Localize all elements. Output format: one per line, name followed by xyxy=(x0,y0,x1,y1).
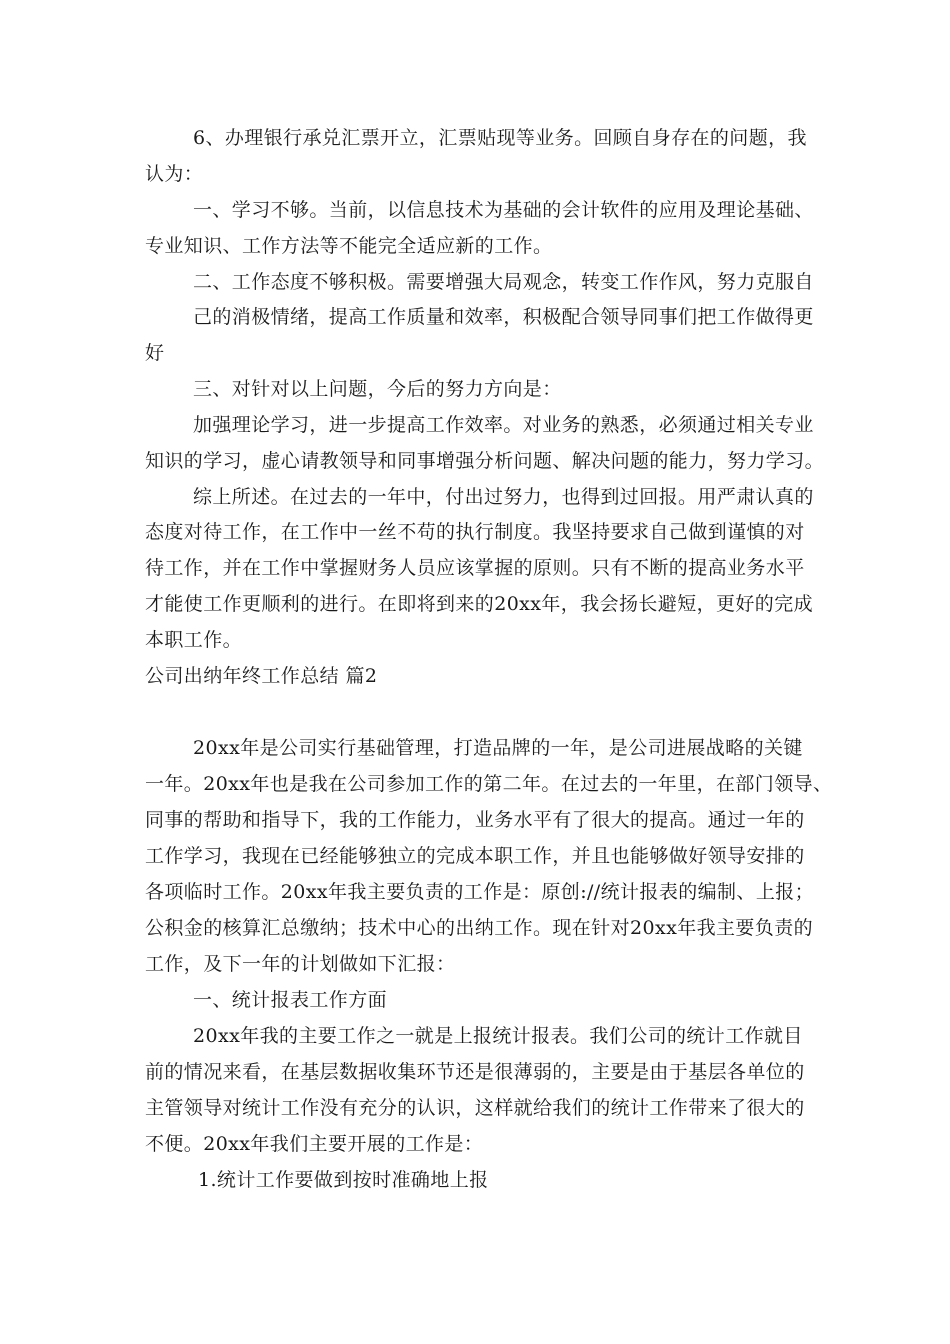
subsection-heading: 一、统计报表工作方面 xyxy=(193,989,388,1011)
text-line: 好 xyxy=(145,342,165,364)
text-line: 6、办理银行承兑汇票开立，汇票贴现等业务。回顾自身存在的问题，我 xyxy=(193,127,807,149)
text-line: 工作，及下一年的计划做如下汇报： xyxy=(145,953,456,975)
text-line: 一、学习不够。当前，以信息技术为基础的会计软件的应用及理论基础、 xyxy=(193,199,814,221)
text-line: 同事的帮助和指导下，我的工作能力，业务水平有了很大的提高。通过一年的 xyxy=(145,809,805,831)
text-line: 公积金的核算汇总缴纳；技术中心的出纳工作。现在针对20xx年我主要负责的 xyxy=(145,917,814,939)
text-line: 己的消极情绪，提高工作质量和效率，积极配合领导同事们把工作做得更 xyxy=(193,306,814,328)
text-line: 二、工作态度不够积极。需要增强大局观念，转变工作作风，努力克服自 xyxy=(193,271,814,293)
text-line: 认为： xyxy=(145,163,204,185)
text-line: 一年。20xx年也是我在公司参加工作的第二年。在过去的一年里，在部门领导、 xyxy=(145,773,833,795)
text-line: 才能使工作更顺利的进行。在即将到来的20xx年，我会扬长避短，更好的完成 xyxy=(145,593,814,615)
text-line: 本职工作。 xyxy=(145,629,243,651)
text-line: 加强理论学习，进一步提高工作效率。对业务的熟悉，必须通过相关专业 xyxy=(193,414,814,436)
text-line: 20xx年我的主要工作之一就是上报统计报表。我们公司的统计工作就目 xyxy=(193,1025,803,1047)
text-line: 主管领导对统计工作没有充分的认识，这样就给我们的统计工作带来了很大的 xyxy=(145,1097,805,1119)
text-line: 20xx年是公司实行基础管理，打造品牌的一年，是公司进展战略的关键 xyxy=(193,737,803,759)
text-line: 知识的学习，虚心请教领导和同事增强分析问题、解决问题的能力，努力学习。 xyxy=(145,450,825,472)
text-line: 综上所述。在过去的一年中，付出过努力，也得到过回报。用严肃认真的 xyxy=(193,486,814,508)
text-line: 专业知识、工作方法等不能完全适应新的工作。 xyxy=(145,235,553,257)
text-line: 工作学习，我现在已经能够独立的完成本职工作，并且也能够做好领导安排的 xyxy=(145,845,805,867)
text-line: 前的情况来看，在基层数据收集环节还是很薄弱的，主要是由于基层各单位的 xyxy=(145,1061,805,1083)
text-line: 各项临时工作。20xx年我主要负责的工作是：原创://统计报表的编制、上报； xyxy=(145,881,815,903)
text-line: 待工作，并在工作中掌握财务人员应该掌握的原则。只有不断的提高业务水平 xyxy=(145,557,805,579)
section-heading: 公司出纳年终工作总结 篇2 xyxy=(145,665,378,687)
list-item: 1.统计工作要做到按时准确地上报 xyxy=(198,1169,489,1191)
text-line: 三、对针对以上问题，今后的努力方向是： xyxy=(193,378,562,400)
text-line: 不便。20xx年我们主要开展的工作是： xyxy=(145,1133,484,1155)
text-line: 态度对待工作，在工作中一丝不苟的执行制度。我坚持要求自己做到谨慎的对 xyxy=(145,521,805,543)
